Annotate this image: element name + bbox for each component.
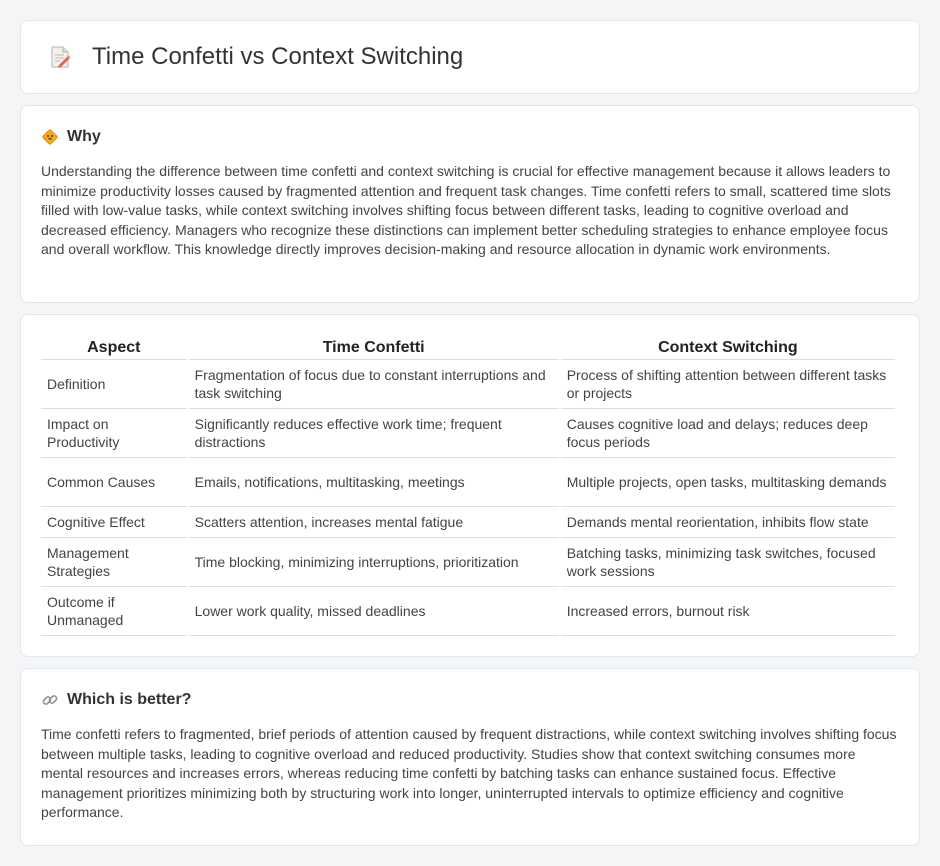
row-aspect: Definition [41,360,187,409]
row-context-switching: Causes cognitive load and delays; reduces deep focus periods [561,409,895,458]
table-row [41,360,895,409]
row-time-confetti: Significantly reduces effective work time; frequent distractions [189,409,559,458]
row-context-switching: Increased errors, burnout risk [561,587,895,636]
why-title: Why [67,128,101,145]
better-text: Time confetti refers to fragmented, brief periods of attention caused by frequent distractions, while context switching involves shifting focus between multiple tasks, leading to cognitive overload and reduced productivity. Studies show that context switching consumes more mental resources and increases errors, whereas reducing time confetti by batching tasks can enhance sustained focus. Effective management prioritizes minimizing both by structuring work into longer, uninterrupted intervals to optimize efficiency and cognitive performance. [41,726,897,820]
better-header [41,691,899,709]
row-aspect: Outcome if Unmanaged [41,587,187,636]
row-time-confetti: Fragmentation of focus due to constant interruptions and task switching [189,360,559,409]
row-time-confetti: Time blocking, minimizing interruptions, prioritization [189,538,559,587]
row-context-switching: Demands mental reorientation, inhibits flow state [561,507,895,538]
header-aspect: Aspect [41,333,187,360]
row-time-confetti: Lower work quality, missed deadlines [189,587,559,636]
diamond-sign-icon [41,128,59,146]
row-aspect: Impact on Productivity [41,409,187,458]
link-icon [41,691,59,709]
comparison-table [39,333,897,636]
document-pencil-icon [47,44,73,70]
which-is-better-section [20,668,920,846]
why-text: Understanding the difference between time confetti and context switching is crucial for effective management because it allows leaders to minimize productivity losses caused by fragmented attention and frequent task changes. Time confetti refers to small, scattered time slots filled with low-value tasks, while context switching involves shifting focus between different tasks, leading to cognitive overload and decreased efficiency. Managers who recognize these distinctions can implement better scheduling strategies to enhance employee focus and overall workflow. This knowledge directly improves decision-making and resource allocation in dynamic work environments. [41,163,891,257]
comparison-card [20,314,920,657]
why-header [41,128,899,146]
table-row [41,507,895,538]
header-context-switching: Context Switching [561,333,895,360]
row-time-confetti: Scatters attention, increases mental fatigue [189,507,559,538]
table-row [41,587,895,636]
table-row [41,409,895,458]
title-card [20,20,920,94]
table-row [41,538,895,587]
row-context-switching: Multiple projects, open tasks, multitasking demands [561,458,895,507]
row-aspect: Cognitive Effect [41,507,187,538]
row-time-confetti: Emails, notifications, multitasking, meetings [189,458,559,507]
better-title: Which is better? [67,691,192,708]
row-aspect: Common Causes [41,458,187,507]
row-context-switching: Process of shifting attention between different tasks or projects [561,360,895,409]
row-aspect: Management Strategies [41,538,187,587]
page-title: Time Confetti vs Context Switching [92,43,464,70]
table-header-row [41,333,895,360]
row-context-switching: Batching tasks, minimizing task switches, focused work sessions [561,538,895,587]
header-time-confetti: Time Confetti [189,333,559,360]
why-section [20,105,920,303]
table-row [41,458,895,507]
